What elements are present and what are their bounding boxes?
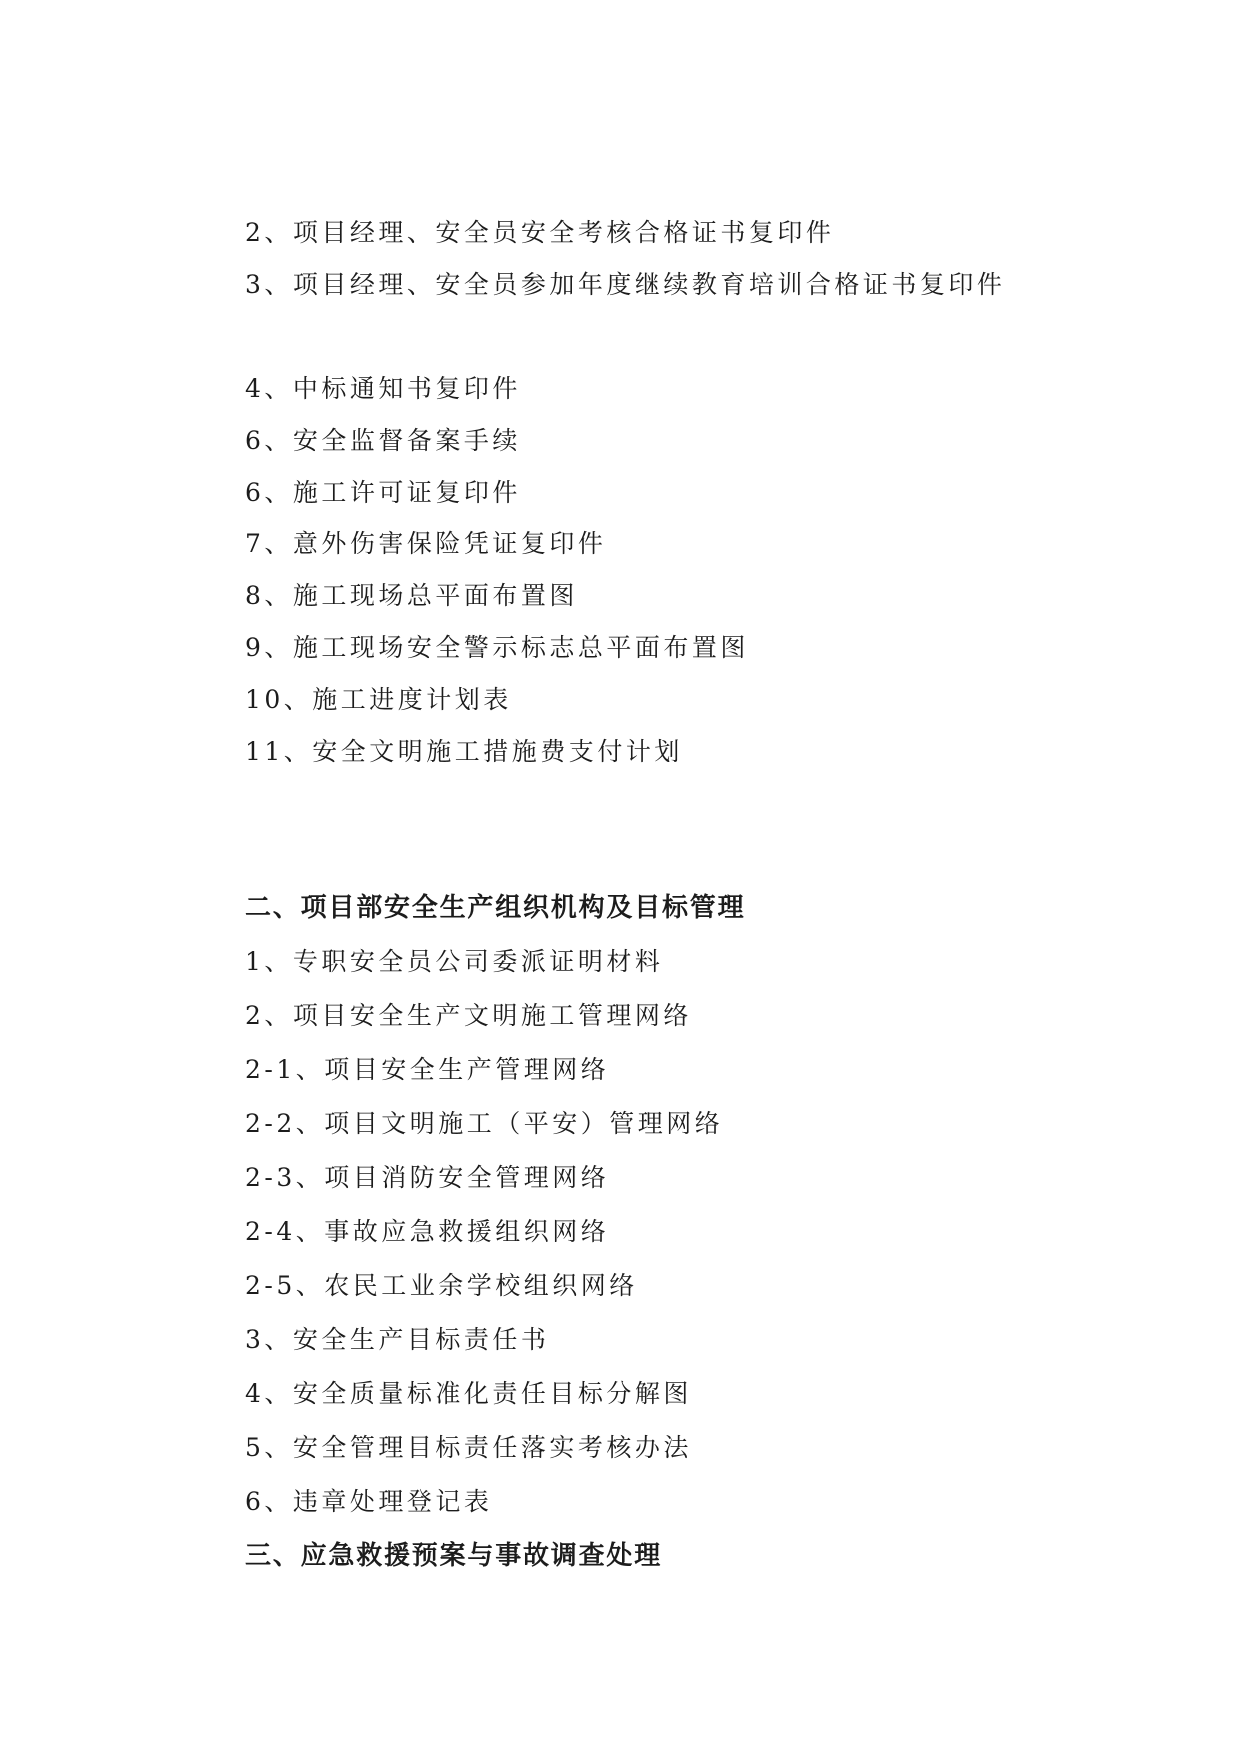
list-item: 8、施工现场总平面布置图 bbox=[245, 581, 578, 610]
section-heading-3: 三、应急救援预案与事故调查处理 bbox=[245, 1541, 663, 1571]
list-item: 2-3、项目消防安全管理网络 bbox=[245, 1163, 610, 1192]
list-item: 5、安全管理目标责任落实考核办法 bbox=[245, 1433, 692, 1462]
list-item: 2、项目安全生产文明施工管理网络 bbox=[245, 1001, 692, 1030]
list-item: 6、违章处理登记表 bbox=[245, 1487, 493, 1516]
list-item: 4、安全质量标准化责任目标分解图 bbox=[245, 1379, 692, 1408]
list-item: 6、安全监督备案手续 bbox=[245, 426, 521, 455]
list-item: 2-4、事故应急救援组织网络 bbox=[245, 1217, 610, 1246]
list-item: 4、中标通知书复印件 bbox=[245, 374, 521, 403]
list-item: 1、专职安全员公司委派证明材料 bbox=[245, 947, 664, 976]
list-item: 11、安全文明施工措施费支付计划 bbox=[245, 737, 683, 766]
list-item: 10、施工进度计划表 bbox=[245, 685, 512, 714]
list-item: 7、意外伤害保险凭证复印件 bbox=[245, 529, 607, 558]
list-item: 2-1、项目安全生产管理网络 bbox=[245, 1055, 610, 1084]
list-item: 2-5、农民工业余学校组织网络 bbox=[245, 1271, 638, 1300]
list-item: 3、项目经理、安全员参加年度继续教育培训合格证书复印件 bbox=[245, 270, 1006, 299]
list-item: 3、安全生产目标责任书 bbox=[245, 1325, 550, 1354]
section-heading-2: 二、项目部安全生产组织机构及目标管理 bbox=[245, 893, 746, 923]
list-item: 6、施工许可证复印件 bbox=[245, 478, 521, 507]
list-item: 2-2、项目文明施工（平安）管理网络 bbox=[245, 1109, 724, 1138]
list-item: 2、项目经理、安全员安全考核合格证书复印件 bbox=[245, 218, 835, 247]
list-item: 9、施工现场安全警示标志总平面布置图 bbox=[245, 633, 749, 662]
